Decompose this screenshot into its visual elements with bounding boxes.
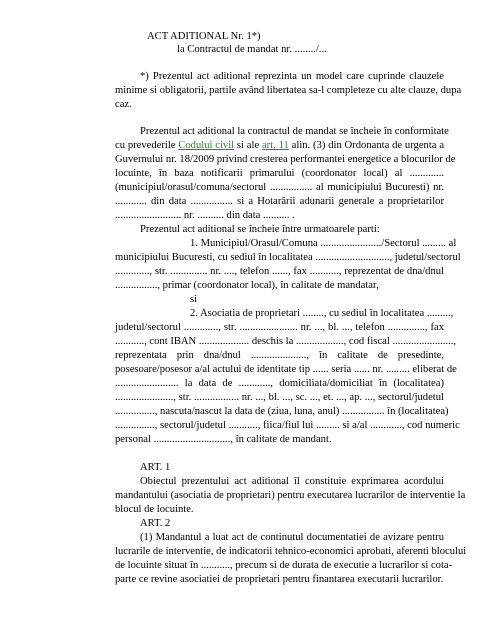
party2-line: ..........., cont IBAN ................... deschis la .................., cod fiscal .......................,	[115, 336, 457, 347]
civil-code-link[interactable]: Codului civil	[178, 140, 235, 151]
intro-line: ......................... nr. .......... din data .......... .	[115, 210, 295, 221]
article-2-line: lucrarile de interventie, de indicatorii tehnico-economici aprobati, aferenti blocului	[115, 546, 467, 557]
party2-line: ..............., sectorul/judetul ..........., fiica/fiul lui ......... si a/al ............, cod numeric	[115, 420, 460, 431]
note-line: caz.	[115, 99, 132, 110]
intro-line: ............ din data ................ si a Hotarârii adunarii generale a proprietarilor	[115, 196, 444, 207]
article-1-line: Obiectul prezentului act aditional îl constituie exprimarea acordului	[140, 476, 444, 487]
party1-line: 1. Municipiul/Orasul/Comuna ......................./Sectorul ......... al	[190, 238, 457, 249]
conjunction-si: si	[190, 294, 198, 305]
article-11-link[interactable]: art. 11	[261, 140, 289, 151]
intro-line: Prezentul act aditional la contractul de mandat se încheie în conformitate	[140, 126, 449, 137]
party2-line: ..............., nascuta/nascut la data de (ziua, luna, anul) ................ în (localitatea)	[115, 406, 449, 417]
intro-line: (municipiul/orasul/comuna/sectorul ................ al municipiului Bucuresti) nr.	[115, 182, 444, 193]
party2-line: ........................ la data de ............, domiciliata/domiciliat în (localitatea)	[115, 378, 444, 389]
article-2-line: (1) Mandantul a luat act de continutul documentatiei de avizare pentru	[140, 532, 444, 543]
intro-line: locuinte, în baza notificarii primarului (coordonator local) al .............	[115, 168, 444, 179]
article-2-line: parte ce revine asociatiei de proprietari pentru finantarea executarii lucrarilor.	[115, 574, 444, 585]
party2-line: posesoare/posesor a/al actului de identitate tip ...... seria ...... nr. ......... eliberat de	[115, 364, 457, 375]
party1-line: municipiului Bucuresti, cu sediul în localitatea ............................, judetul/sectorul	[115, 252, 461, 263]
intro-line: cu prevederile Codului civil si ale art. 11 alin. (3) din Ordonanta de urgenta a	[115, 140, 445, 151]
article-1-line: mandantului (asociatia de proprietari) pentru executarea lucrarilor de interventie la	[115, 490, 466, 501]
article-1-line: blocul de locuinte.	[115, 504, 194, 515]
party2-line: personal ............................., în calitate de mandant.	[115, 434, 332, 445]
party2-line: 2. Asociatia de proprietari ........, cu sediul în localitatea .........,	[190, 308, 454, 319]
note-line: minime si obligatorii, partile având libertatea sa-l completeze cu alte clauze, dupa	[115, 85, 462, 96]
note-line: *) Prezentul act aditional reprezinta un model care cuprinde clauzele	[140, 71, 444, 82]
article-2-line: de locuinte situat în ..........., precum si de durata de executie a lucrarilor si cota-	[115, 560, 453, 571]
party1-line: ................, primar (coordonator local), în calitate de mandatar,	[115, 280, 379, 291]
act-title: ACT ADITIONAL Nr. 1*)	[147, 31, 261, 42]
article-2-heading: ART. 2	[140, 518, 171, 529]
party2-line: reprezentata prin dna/dnul ....................., în calitate de presedinte,	[115, 350, 444, 361]
intro-line: Guvernului nr. 18/2009 privind cresterea performantei energetice a blocurilor de	[115, 154, 456, 165]
party1-line: ............., str. .............. nr. ...., telefon ......, fax ..........., reprezentat de dna/dnul	[115, 266, 444, 277]
act-subtitle: la Contractul de mandat nr. ......../...	[177, 44, 327, 55]
parties-intro: Prezentul act aditional se încheie între urmatoarele parti:	[140, 224, 380, 235]
party2-line: ......................, str. ................. nr. ..., bl. ..., sc. ..., et. ..., ap. ..., sectorul/judetul	[115, 392, 444, 403]
party2-line: judetul/sectorul ............., str. ...................... nr. ..., bl. ..., telefon .............., fax	[115, 322, 444, 333]
article-1-heading: ART. 1	[140, 462, 171, 473]
